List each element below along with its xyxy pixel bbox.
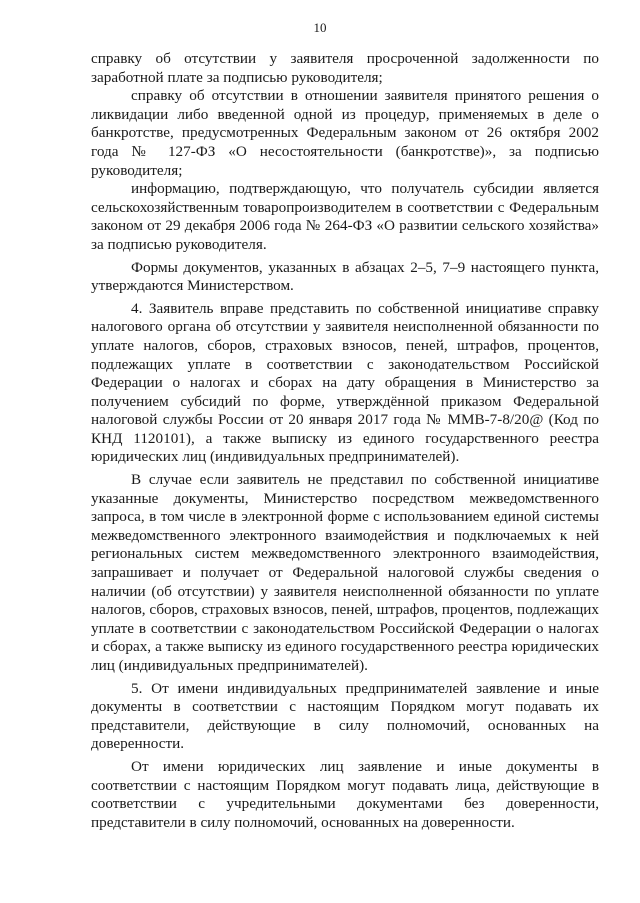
paragraph-8: От имени юридических лиц заявление и иные документы в соответствии с настоящим Порядком могут подавать лица, действующие в соответствии с учредительными документами без доверенности, представители в силу полномочий, основанных на доверенности. xyxy=(91,757,599,831)
page-number: 10 xyxy=(313,20,327,35)
paragraph-6: В случае если заявитель не представил по собственной инициативе указанные документы, Министерство посредством межведомственного запроса, в том числе в электронной форме с использованием единой системы межведомственного электронного взаимодействия и подключаемых к ней региональных систем межведомственного электронного взаимодействия, запрашивает и получает от Федеральной налоговой службы сведения о наличии (об отсутствии) у заявителя неисполненной обязанности по уплате налогов, сборов, страховых взносов, пеней, штрафов, процентов, подлежащих уплате в соответствии с законодательством Российской Федерации о налогах и сборах, а также выписку из единого государственного реестра юридических лиц (индивидуальных предпринимателей). xyxy=(91,471,599,674)
paragraph-5: 4. Заявитель вправе представить по собственной инициативе справку налогового органа об отсутствии у заявителя неисполненной обязанности по уплате налогов, сборов, страховых взносов, пеней, штрафов, процентов, подлежащих уплате в соответствии с законодательством Российской Федерации о налогах и сборах на дату обращения в Министерство за получением субсидий по форме, утверждённой приказом Федеральной налоговой службы России от 20 января 2017 года № ММВ-7-8/20@ (Код по КНД 1120101), а также выписку из единого государственного реестра юридических лиц (индивидуальных предпринимателей). xyxy=(91,299,599,466)
paragraph-2: справку об отсутствии в отношении заявителя принятого решения о ликвидации либо введенной одной из процедур, применяемых в деле о банкротстве, предусмотренных Федеральным законом от 26 октября 2002 года № 127-ФЗ «О несостоятельности (банкротстве)», за подписью руководителя; xyxy=(91,87,599,179)
paragraph-3: информацию, подтверждающую, что получатель субсидии является сельскохозяйственным товаропроизводителем в соответствии с Федеральным законом от 29 декабря 2006 года № 264-ФЗ «О развитии сельского хозяйства» за подписью руководителя. xyxy=(91,180,599,253)
paragraph-1: справку об отсутствии у заявителя просроченной задолженности по заработной плате за подписью руководителя; xyxy=(91,50,599,86)
paragraph-4: Формы документов, указанных в абзацах 2–5, 7–9 настоящего пункта, утверждаются Министерством. xyxy=(91,258,599,295)
paragraph-7: 5. От имени индивидуальных предпринимателей заявление и иные документы в соответствии с настоящим Порядком могут подавать их представители, действующие в силу полномочий, основанных на доверенности. xyxy=(91,679,599,753)
document-body xyxy=(91,50,599,832)
